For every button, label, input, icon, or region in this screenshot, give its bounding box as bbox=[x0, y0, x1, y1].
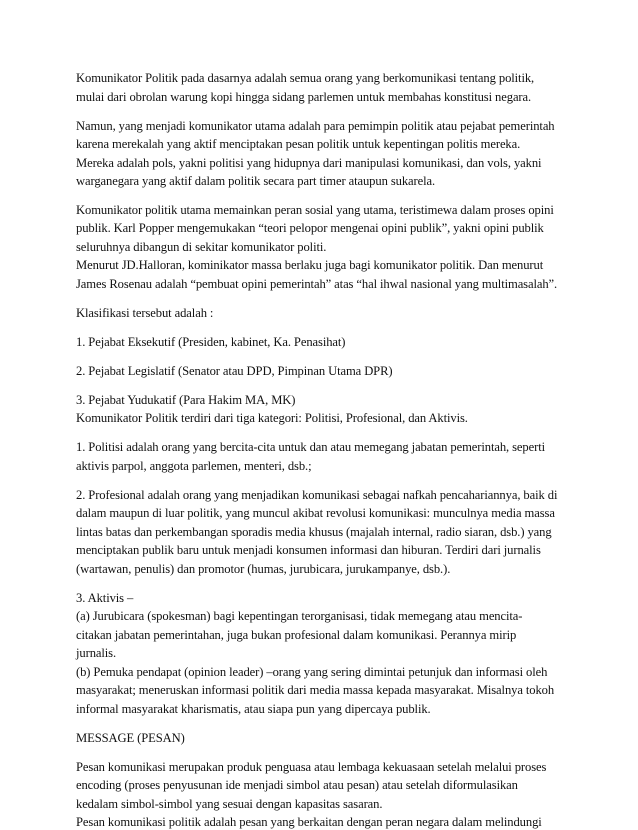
list-item: 3. Pejabat Yudukatif (Para Hakim MA, MK) bbox=[76, 393, 296, 407]
section-heading: MESSAGE (PESAN) bbox=[76, 731, 185, 745]
text-line: Klasifikasi tersebut adalah : bbox=[76, 306, 214, 320]
list-item: 3. Aktivis – bbox=[76, 591, 134, 605]
text-line: aktivis parpol, anggota parlemen, menteri, dsb.; bbox=[76, 459, 312, 473]
text-line: informal masyarakat kharismatis, atau siapa pun yang dipercaya publik. bbox=[76, 702, 431, 716]
text-line: karena merekalah yang aktif menciptakan pesan politik untuk kepentingan politis mereka. bbox=[76, 137, 521, 151]
list-item: 2. Profesional adalah orang yang menjadikan komunikasi sebagai nafkah pencahariannya, baik di bbox=[76, 488, 558, 502]
text-line: citakan jabatan pemerintahan, juga bukan profesional dalam komunikasi. Perannya mirip bbox=[76, 628, 517, 642]
text-line: masyarakat; meneruskan informasi politik dari media massa kepada masyarakat. Misalnya tokoh bbox=[76, 683, 555, 697]
text-line: menciptakan publik baru untuk menjadi konsumen informasi dan hiburan. Terdiri dari jurnalis bbox=[76, 543, 541, 557]
text-line: mulai dari obrolan warung kopi hingga sidang parlemen untuk membahas konstitusi negara. bbox=[76, 90, 532, 104]
text-line: (wartawan, penulis) dan promotor (humas, jurubicara, jurukampanye, dsb.). bbox=[76, 562, 451, 576]
text-line: Pesan komunikasi merupakan produk penguasa atau lembaga kekuasaan setelah melalui proses bbox=[76, 760, 547, 774]
text-line: Komunikator politik utama memainkan peran sosial yang utama, teristimewa dalam proses opini bbox=[76, 203, 554, 217]
text-line: (a) Jurubicara (spokesman) bagi kepentingan terorganisasi, tidak memegang atau mencita- bbox=[76, 609, 523, 623]
text-line: (b) Pemuka pendapat (opinion leader) –orang yang sering dimintai petunjuk dan informasi oleh bbox=[76, 665, 548, 679]
text-line: publik. Karl Popper mengemukakan “teori pelopor mengenai opini publik”, yakni opini publik bbox=[76, 221, 544, 235]
text-line: Namun, yang menjadi komunikator utama adalah para pemimpin politik atau pejabat pemerintah bbox=[76, 119, 555, 133]
text-line: James Rosenau adalah “pembuat opini pemerintah” atas “hal ihwal nasional yang multimasalah”. bbox=[76, 277, 558, 291]
text-line: lintas batas dan perkembangan sporadis media khusus (majalah internal, radio siaran, dsb.) yang bbox=[76, 525, 552, 539]
text-line: jurnalis. bbox=[76, 646, 117, 660]
list-item: 2. Pejabat Legislatif (Senator atau DPD, Pimpinan Utama DPR) bbox=[76, 364, 393, 378]
text-line: Pesan komunikasi politik adalah pesan yang berkaitan dengan peran negara dalam melindungi bbox=[76, 815, 542, 829]
text-line: encoding (proses penyusunan ide menjadi simbol atau pesan) atau setelah diformulasikan bbox=[76, 778, 518, 792]
text-line: Komunikator Politik terdiri dari tiga kategori: Politisi, Profesional, dan Aktivis. bbox=[76, 411, 468, 425]
list-item: 1. Pejabat Eksekutif (Presiden, kabinet, Ka. Penasihat) bbox=[76, 335, 346, 349]
text-line: seluruhnya dibangun di sekitar komunikator politi. bbox=[76, 240, 327, 254]
text-line: Mereka adalah pols, yakni politisi yang hidupnya dari manipulasi komunikasi, dan vols, yakni bbox=[76, 156, 542, 170]
text-line: kedalam simbol-simbol yang sesuai dengan kapasitas sasaran. bbox=[76, 797, 383, 811]
text-line: Komunikator Politik pada dasarnya adalah semua orang yang berkomunikasi tentang politik, bbox=[76, 71, 535, 85]
text-line: warganegara yang aktif dalam politik secara part timer ataupun sukarela. bbox=[76, 174, 436, 188]
text-line: Menurut JD.Halloran, kominikator massa berlaku juga bagi komunikator politik. Dan menurut bbox=[76, 258, 544, 272]
text-line: dalam maupun di luar politik, yang muncul akibat revolusi komunikasi: munculnya media massa bbox=[76, 506, 555, 520]
list-item: 1. Politisi adalah orang yang bercita-cita untuk dan atau memegang jabatan pemerintah, seperti bbox=[76, 440, 545, 454]
